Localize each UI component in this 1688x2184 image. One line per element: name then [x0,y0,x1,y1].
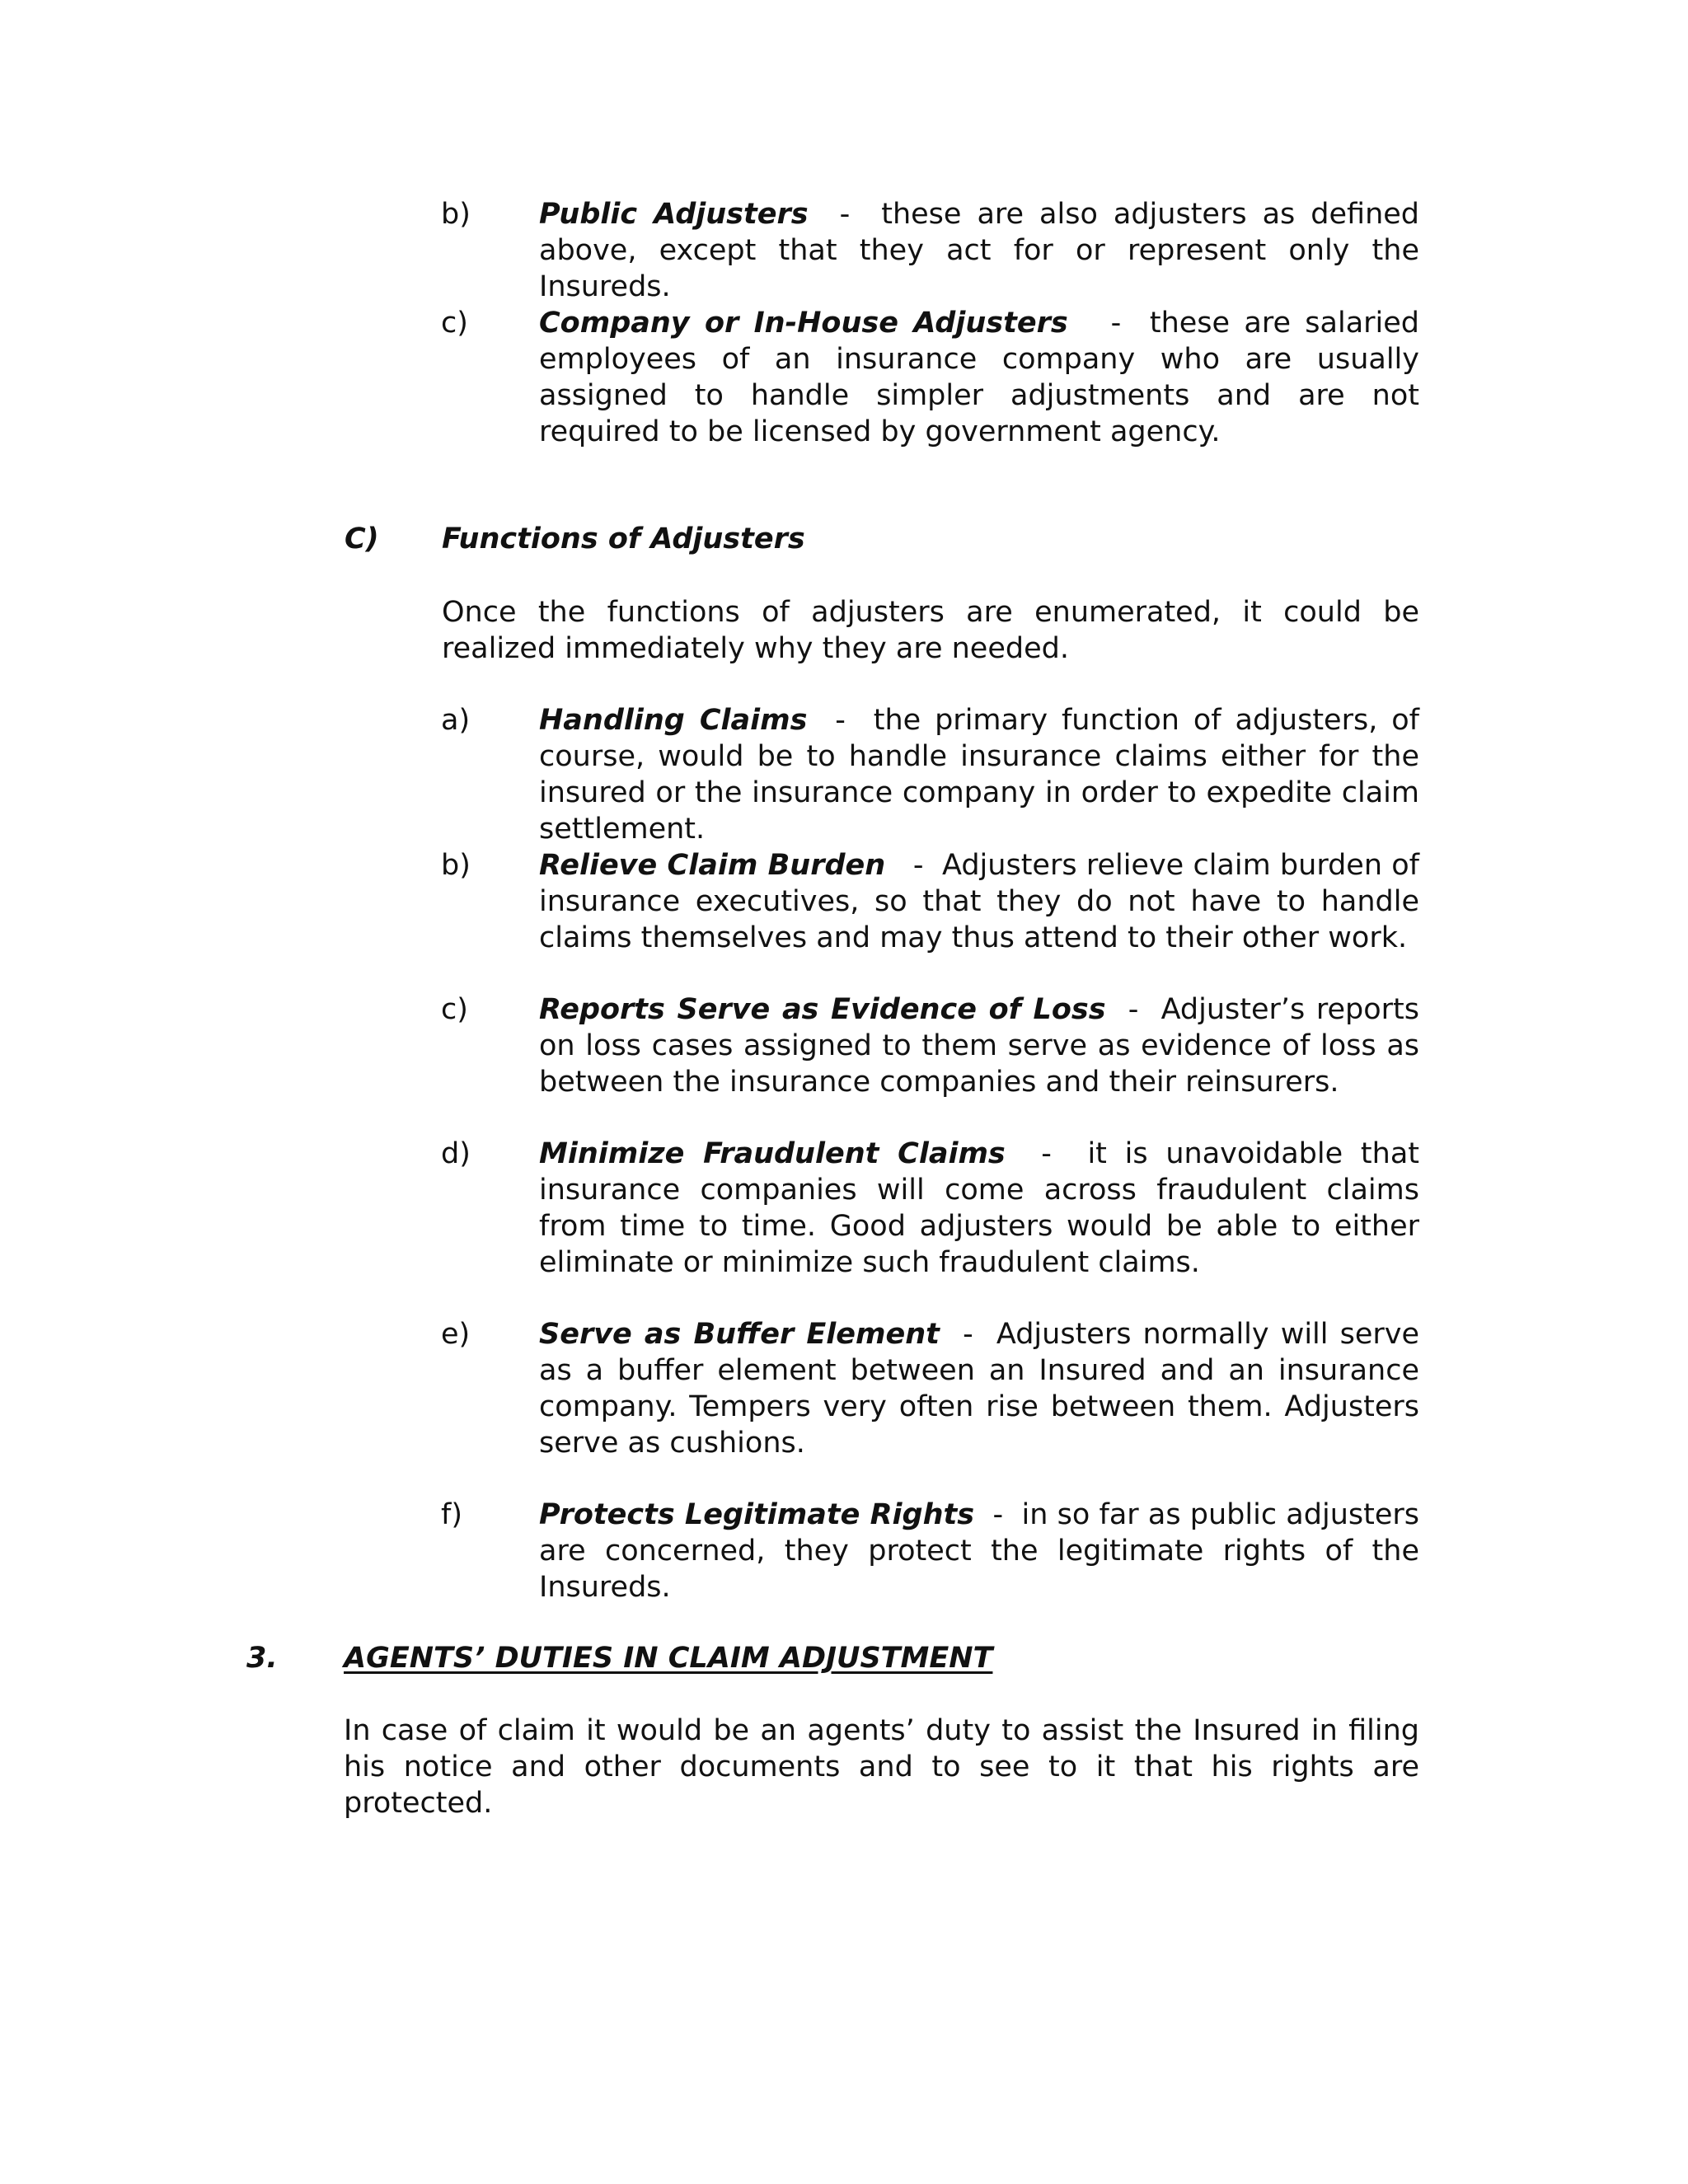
list-item-body [539,1316,1419,1461]
section-intro: Once the functions of adjusters are enumerated, it could be realized immediately why they are needed. [442,596,1419,665]
list-label: c) [441,307,468,340]
list-term: Reports Serve as Evidence of Loss [539,993,1106,1026]
list-term: Protects Legitimate Rights [539,1498,975,1531]
list-label: d) [441,1137,471,1170]
list-separator: - [1067,307,1150,340]
list-text: the primary function of adjusters, of course, would be to handle insurance claims either for the insured or the insurance company in order to expedite claim settlement. [539,704,1419,846]
list-separator: - [1005,1137,1088,1170]
section-letter: C) [345,523,379,555]
section-number: 3. [246,1642,278,1675]
list-item-body [539,305,1419,450]
list-text: Adjusters normally will serve as a buffer element between an Insured and an insurance company. Tempers very often rise between them. Adjusters serve as cushions. [539,1318,1420,1460]
section-body: In case of claim it would be an agents’ duty to assist the Insured in filing his notice and other documents and to see to it that his rights are protected. [344,1714,1419,1820]
list-term: Public Adjusters [539,198,809,231]
list-term: Relieve Claim Burden [539,849,886,882]
list-text: these are also adjusters as defined above, except that they act for or represent only the Insureds. [539,198,1419,303]
list-text: in so far as public adjusters are concerned, they protect the legitimate rights of the Insureds. [539,1498,1419,1604]
list-item-body [539,1136,1419,1281]
list-label: c) [441,993,468,1026]
list-label: a) [441,704,471,737]
list-separator: - [1105,993,1161,1026]
list-separator: - [885,849,943,882]
list-label: f) [441,1498,462,1531]
list-term: Company or In-House Adjusters [539,307,1068,340]
list-label: e) [441,1318,471,1351]
list-separator: - [807,704,874,737]
section-heading: Functions of Adjusters [442,523,805,555]
list-item-body [539,1497,1419,1605]
list-item-body [539,847,1419,956]
list-item-body [539,196,1419,305]
list-label: b) [441,198,471,231]
list-term: Handling Claims [539,704,808,737]
list-text: it is unavoidable that insurance companies will come across fraudulent claims from time to time. Good adjusters would be able to either eliminate or minimize such fraudulent claims. [539,1137,1419,1279]
list-text: Adjuster’s reports on loss cases assigned to them serve as evidence of loss as between the insurance companies and their reinsurers. [539,993,1419,1099]
list-label: b) [441,849,471,882]
list-item-body [539,991,1419,1100]
list-term: Minimize Fraudulent Claims [539,1137,1006,1170]
list-separator: - [939,1318,996,1351]
list-text: Adjusters relieve claim burden of insurance executives, so that they do not have to handle claims themselves and may thus attend to their other work. [539,849,1420,954]
list-separator: - [974,1498,1022,1531]
list-separator: - [808,198,882,231]
section-title: AGENTS’ DUTIES IN CLAIM ADJUSTMENT [344,1642,993,1675]
list-text: these are salaried employees of an insurance company who are usually assigned to handle simpler adjustments and are not required to be licensed by government agency. [539,307,1419,448]
list-item-body [539,702,1419,847]
list-term: Serve as Buffer Element [539,1318,940,1351]
